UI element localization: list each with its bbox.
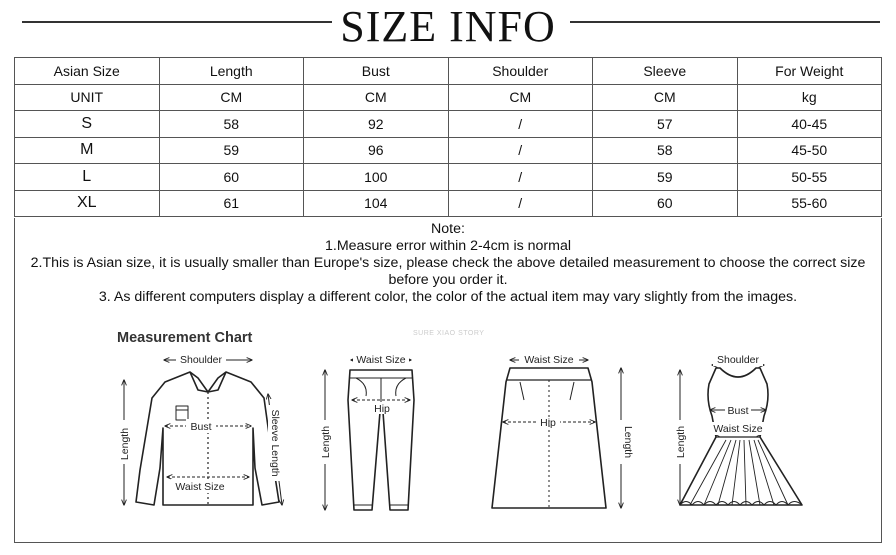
- unit-cell: kg: [737, 84, 882, 111]
- note-line-3: 3. As different computers display a different color, the color of the actual item may vary slightly from the images.: [98, 289, 798, 305]
- value-cell: 40-45: [737, 111, 882, 138]
- value-cell: 60: [593, 190, 738, 217]
- page-title: SIZE INFO: [340, 2, 556, 51]
- value-cell: 60: [159, 164, 304, 191]
- value-cell: 59: [593, 164, 738, 191]
- value-cell: 58: [593, 137, 738, 164]
- dress-bust-label: Bust: [727, 405, 749, 417]
- size-cell: L: [15, 164, 160, 191]
- value-cell: /: [448, 164, 593, 191]
- value-cell: /: [448, 137, 593, 164]
- value-cell: 61: [159, 190, 304, 217]
- value-cell: /: [448, 111, 593, 138]
- note-line-1: 1.Measure error within 2-4cm is normal: [325, 238, 571, 254]
- skirt-waist-label: Waist Size: [524, 354, 574, 366]
- value-cell: 58: [159, 111, 304, 138]
- value-cell: 55-60: [737, 190, 882, 217]
- value-cell: 45-50: [737, 137, 882, 164]
- header-cell: Length: [159, 58, 304, 85]
- shirt-sleeve-label: Sleeve Length: [269, 409, 281, 477]
- pants-length-label: Length: [320, 425, 332, 459]
- note-heading: Note:: [431, 221, 465, 237]
- unit-cell: CM: [448, 84, 593, 111]
- value-cell: 100: [304, 164, 449, 191]
- shirt-length-label: Length: [119, 427, 131, 461]
- shirt-waist-label: Waist Size: [175, 481, 225, 493]
- dress-length-label: Length: [675, 425, 687, 459]
- unit-cell: CM: [304, 84, 449, 111]
- measurement-chart-title: Measurement Chart: [117, 330, 253, 346]
- value-cell: 96: [304, 137, 449, 164]
- pants-hip-label: Hip: [374, 403, 390, 415]
- value-cell: 57: [593, 111, 738, 138]
- size-cell: S: [15, 111, 160, 138]
- unit-cell: CM: [159, 84, 304, 111]
- watermark: SURE XIAO STORY: [413, 330, 485, 337]
- note-line-2: 2.This is Asian size, it is usually smaller than Europe's size, please check the above detailed measurement to choose the correct size: [30, 255, 866, 271]
- size-cell: XL: [15, 190, 160, 217]
- dress-shoulder-label: Shoulder: [716, 354, 760, 366]
- value-cell: 59: [159, 137, 304, 164]
- dress-waist-label: Waist Size: [713, 423, 763, 435]
- shirt-bust-label: Bust: [190, 421, 212, 433]
- unit-cell: UNIT: [15, 84, 160, 111]
- value-cell: /: [448, 190, 593, 217]
- value-cell: 104: [304, 190, 449, 217]
- header-cell: Bust: [304, 58, 449, 85]
- header-cell: For Weight: [737, 58, 882, 85]
- value-cell: 50-55: [737, 164, 882, 191]
- value-cell: 92: [304, 111, 449, 138]
- skirt-length-label: Length: [622, 425, 634, 459]
- dress-illustration: [680, 368, 802, 505]
- header-cell: Asian Size: [15, 58, 160, 85]
- size-cell: M: [15, 137, 160, 164]
- note-line-2-continued: before you order it.: [388, 272, 508, 288]
- skirt-hip-label: Hip: [540, 417, 556, 429]
- pants-waist-label: Waist Size: [356, 354, 406, 366]
- pants-illustration: [348, 370, 414, 510]
- header-cell: Sleeve: [593, 58, 738, 85]
- unit-cell: CM: [593, 84, 738, 111]
- header-cell: Shoulder: [448, 58, 593, 85]
- shirt-shoulder-label: Shoulder: [179, 354, 223, 366]
